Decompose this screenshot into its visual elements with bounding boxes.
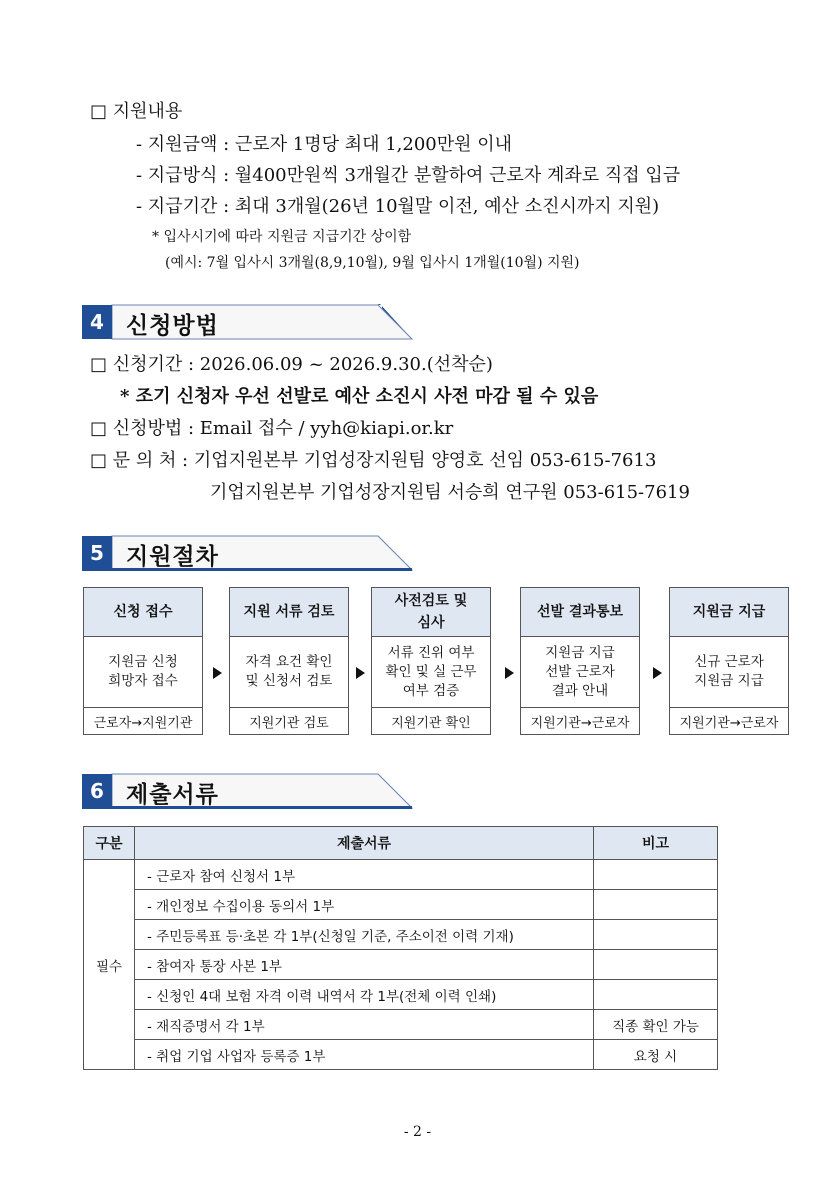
section-6-title: 제출서류	[126, 782, 219, 808]
documents-table	[83, 826, 718, 1070]
step-foot: 지원기관→근로자	[679, 715, 779, 731]
header-documents: 제출서류	[135, 827, 594, 860]
step-foot: 근로자→지원기관	[93, 715, 193, 731]
doc-item: - 신청인 4대 보험 자격 이력 내역서 각 1부(전체 이력 인쇄)	[135, 980, 594, 1010]
section-4-title: 신청방법	[126, 313, 219, 339]
page-number: - 2 -	[403, 1124, 432, 1140]
table-row	[84, 920, 718, 950]
step-foot: 지원기관→근로자	[530, 715, 630, 731]
section-5-title: 지원절차	[126, 544, 219, 570]
support-heading: □ 지원내용	[90, 101, 183, 122]
doc-item: - 개인정보 수집이용 동의서 1부	[135, 890, 594, 920]
section-5-header	[82, 534, 417, 572]
section-4-header	[82, 303, 417, 341]
doc-item: - 재직증명서 각 1부	[135, 1010, 594, 1040]
support-item-amount: - 지원금액 : 근로자 1명당 최대 1,200만원 이내	[136, 134, 512, 155]
doc-note	[594, 920, 718, 950]
support-item-method: - 지급방식 : 월400만원씩 3개월간 분할하여 근로자 계좌로 직접 입금	[136, 165, 681, 186]
doc-note: 요청 시	[594, 1040, 718, 1070]
step-head: 지원금 지급	[670, 588, 788, 637]
table-row	[84, 860, 718, 890]
table-row	[84, 950, 718, 980]
table-header-row	[84, 827, 718, 860]
step-head: 지원 서류 검토	[230, 588, 348, 637]
step-body: 자격 요건 확인 및 신청서 검토	[230, 637, 348, 708]
doc-item: - 취업 기업 사업자 등록증 1부	[135, 1040, 594, 1070]
step-foot: 지원기관 검토	[249, 715, 329, 731]
section-5-number: 5	[82, 536, 112, 570]
support-note-2: (예시: 7월 입사시 3개월(8,9,10월), 9월 입사시 1개월(10월) 지원)	[165, 255, 580, 271]
support-item-period: - 지급기간 : 최대 3개월(26년 10월말 이전, 예산 소진시까지 지원)	[136, 196, 660, 217]
table-row	[84, 890, 718, 920]
arrow-right-icon	[505, 667, 514, 679]
process-step-4	[520, 587, 640, 735]
header-note: 비고	[594, 827, 718, 860]
doc-item: - 주민등록표 등·초본 각 1부(신청일 기준, 주소이전 이력 기재)	[135, 920, 594, 950]
contact-2: 기업지원본부 기업성장지원팀 서승희 연구원 053-615-7619	[210, 482, 690, 503]
category-cell: 필수	[84, 860, 135, 1070]
step-body: 지원금 신청 희망자 접수	[84, 637, 202, 708]
process-step-2	[229, 587, 349, 735]
step-body: 서류 진위 여부 확인 및 실 근무 여부 검증	[372, 637, 490, 708]
doc-item: - 참여자 통장 사본 1부	[135, 950, 594, 980]
doc-note	[594, 950, 718, 980]
table-row	[84, 1040, 718, 1070]
section-6-number: 6	[82, 774, 112, 808]
apply-period: □ 신청기간 : 2026.06.09 ~ 2026.9.30.(선착순)	[90, 354, 493, 375]
doc-item: - 근로자 참여 신청서 1부	[135, 860, 594, 890]
doc-note: 직종 확인 가능	[594, 1010, 718, 1040]
arrow-right-icon	[653, 667, 662, 679]
step-head: 사전검토 및 심사	[372, 588, 490, 637]
apply-period-note: * 조기 신청자 우선 선발로 예산 소진시 사전 마감 될 수 있음	[120, 386, 599, 407]
arrow-right-icon	[356, 667, 365, 679]
step-head: 선발 결과통보	[521, 588, 639, 637]
step-body: 신규 근로자 지원금 지급	[670, 637, 788, 708]
doc-note	[594, 890, 718, 920]
process-step-3	[371, 587, 491, 735]
arrow-right-icon	[213, 667, 222, 679]
table-row	[84, 1010, 718, 1040]
step-foot: 지원기관 확인	[391, 715, 471, 731]
doc-note	[594, 860, 718, 890]
support-note-1: * 입사시기에 따라 지원금 지급기간 상이함	[152, 229, 412, 245]
section-6-header	[82, 772, 417, 810]
step-body: 지원금 지급 선발 근로자 결과 안내	[521, 637, 639, 708]
header-category: 구분	[84, 827, 135, 860]
step-head: 신청 접수	[84, 588, 202, 637]
doc-note	[594, 980, 718, 1010]
apply-method: □ 신청방법 : Email 접수 / yyh@kiapi.or.kr	[90, 418, 454, 439]
contact-1: □ 문 의 처 : 기업지원본부 기업성장지원팀 양영호 선임 053-615-7613	[90, 450, 657, 471]
section-4-number: 4	[82, 305, 112, 339]
table-row	[84, 980, 718, 1010]
process-step-1	[83, 587, 203, 735]
process-step-5	[669, 587, 789, 735]
